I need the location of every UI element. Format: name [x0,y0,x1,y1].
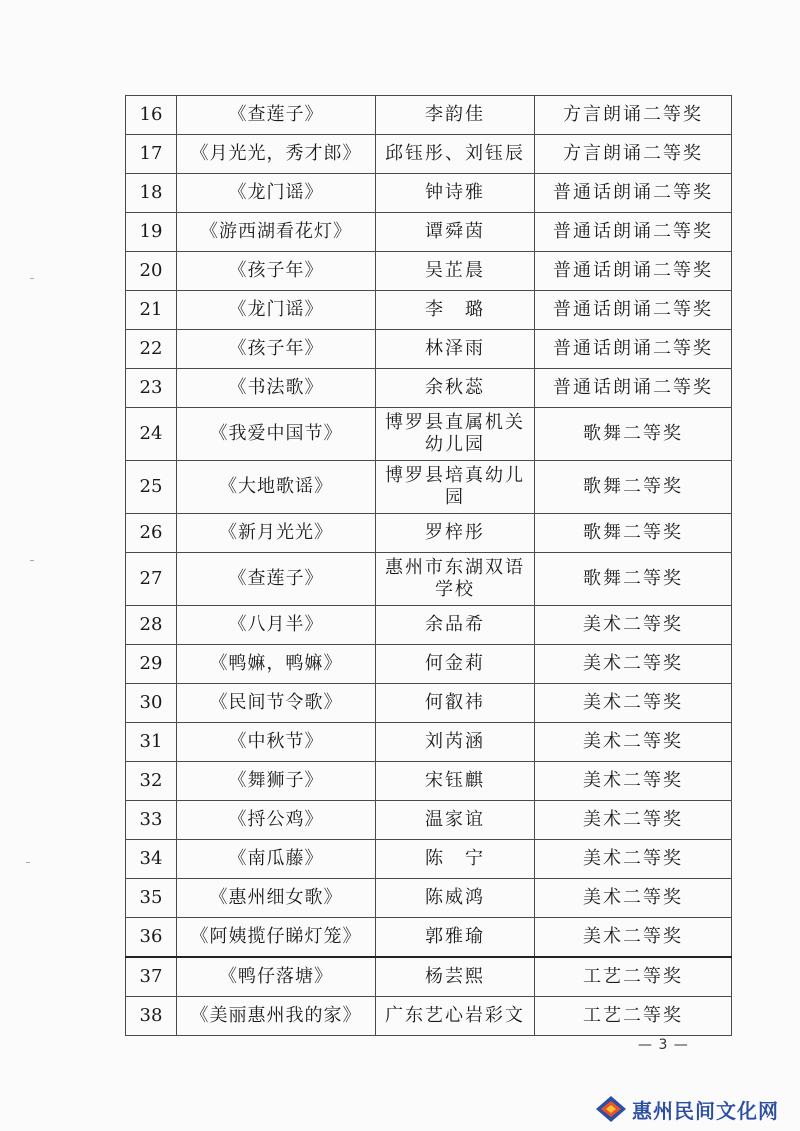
cell-name: 余秋蕊 [376,369,535,408]
cell-name: 何叡祎 [376,684,535,723]
cell-award: 方言朗诵二等奖 [535,96,732,135]
cell-award: 美术二等奖 [535,606,732,645]
cell-no: 37 [126,957,177,997]
cell-award: 歌舞二等奖 [535,553,732,606]
cell-award: 普通话朗诵二等奖 [535,330,732,369]
cell-name: 邱钰彤、刘钰辰 [376,135,535,174]
cell-title: 《龙门谣》 [177,291,376,330]
cell-no: 33 [126,801,177,840]
cell-no: 22 [126,330,177,369]
cell-no: 29 [126,645,177,684]
cell-title: 《舞狮子》 [177,762,376,801]
table-row [126,252,732,291]
cell-title: 《捋公鸡》 [177,801,376,840]
cell-title: 《游西湖看花灯》 [177,213,376,252]
cell-name: 博罗县培真幼儿园 [376,461,535,514]
cell-award: 美术二等奖 [535,801,732,840]
cell-no: 32 [126,762,177,801]
cell-no: 21 [126,291,177,330]
cell-name: 杨芸熙 [376,957,535,997]
table-row [126,96,732,135]
table-row [126,918,732,958]
table-row [126,762,732,801]
table-row [126,840,732,879]
table-row [126,606,732,645]
cell-title: 《我爱中国节》 [177,408,376,461]
table-row [126,291,732,330]
table-row [126,553,732,606]
watermark-text: 惠州民间文化网 [632,1098,779,1123]
table-row [126,330,732,369]
table-row [126,514,732,553]
cell-award: 美术二等奖 [535,840,732,879]
cell-name: 余品希 [376,606,535,645]
cell-name: 博罗县直属机关幼儿园 [376,408,535,461]
table-row [126,684,732,723]
cell-title: 《月光光，秀才郎》 [177,135,376,174]
cell-award: 普通话朗诵二等奖 [535,174,732,213]
cell-title: 《大地歌谣》 [177,461,376,514]
table-row [126,369,732,408]
cell-no: 27 [126,553,177,606]
cell-no: 38 [126,997,177,1036]
cell-award: 工艺二等奖 [535,957,732,997]
cell-award: 方言朗诵二等奖 [535,135,732,174]
cell-award: 美术二等奖 [535,645,732,684]
table-row [126,957,732,997]
table-row [126,213,732,252]
cell-award: 美术二等奖 [535,918,732,958]
cell-name: 刘芮涵 [376,723,535,762]
cell-award: 歌舞二等奖 [535,514,732,553]
table-row [126,801,732,840]
scan-mark [26,862,30,863]
cell-no: 36 [126,918,177,958]
cell-no: 17 [126,135,177,174]
cell-title: 《孩子年》 [177,330,376,369]
cell-award: 歌舞二等奖 [535,408,732,461]
cell-title: 《龙门谣》 [177,174,376,213]
cell-name: 罗梓彤 [376,514,535,553]
cell-no: 35 [126,879,177,918]
cell-no: 31 [126,723,177,762]
cell-title: 《鸭仔落塘》 [177,957,376,997]
table-row [126,461,732,514]
cell-award: 美术二等奖 [535,762,732,801]
award-table [125,95,732,1036]
cell-title: 《查莲子》 [177,96,376,135]
cell-award: 歌舞二等奖 [535,461,732,514]
cell-no: 28 [126,606,177,645]
cell-title: 《新月光光》 [177,514,376,553]
cell-no: 26 [126,514,177,553]
diamond-logo-icon [594,1094,628,1124]
cell-title: 《中秋节》 [177,723,376,762]
cell-no: 34 [126,840,177,879]
table-row [126,174,732,213]
cell-award: 美术二等奖 [535,723,732,762]
award-table-body [126,96,732,1036]
cell-no: 30 [126,684,177,723]
cell-name: 郭雅瑜 [376,918,535,958]
cell-name: 广东艺心岩彩文 [376,997,535,1036]
cell-award: 美术二等奖 [535,879,732,918]
page-number: — 3 — [638,1037,689,1053]
cell-no: 23 [126,369,177,408]
cell-title: 《美丽惠州我的家》 [177,997,376,1036]
cell-name: 吴芷晨 [376,252,535,291]
cell-name: 温家谊 [376,801,535,840]
cell-title: 《南瓜藤》 [177,840,376,879]
cell-title: 《八月半》 [177,606,376,645]
table-row [126,723,732,762]
cell-award: 普通话朗诵二等奖 [535,369,732,408]
cell-no: 18 [126,174,177,213]
cell-title: 《民间节令歌》 [177,684,376,723]
cell-name: 李 璐 [376,291,535,330]
cell-award: 普通话朗诵二等奖 [535,213,732,252]
cell-name: 钟诗雅 [376,174,535,213]
site-watermark [594,1093,800,1125]
cell-name: 李韵佳 [376,96,535,135]
cell-title: 《孩子年》 [177,252,376,291]
scan-mark [30,278,34,279]
cell-title: 《鸭嫲，鸭嫲》 [177,645,376,684]
cell-award: 普通话朗诵二等奖 [535,252,732,291]
table-row [126,645,732,684]
cell-no: 19 [126,213,177,252]
cell-name: 何金莉 [376,645,535,684]
cell-award: 工艺二等奖 [535,997,732,1036]
cell-no: 20 [126,252,177,291]
cell-award: 美术二等奖 [535,684,732,723]
scan-mark [30,560,34,561]
table-row [126,135,732,174]
cell-name: 谭舜茵 [376,213,535,252]
cell-no: 16 [126,96,177,135]
cell-title: 《阿姨揽仔睇灯笼》 [177,918,376,958]
table-row [126,997,732,1036]
table-row [126,879,732,918]
cell-title: 《书法歌》 [177,369,376,408]
cell-name: 惠州市东湖双语学校 [376,553,535,606]
cell-name: 陈 宁 [376,840,535,879]
cell-name: 林泽雨 [376,330,535,369]
cell-name: 宋钰麒 [376,762,535,801]
cell-award: 普通话朗诵二等奖 [535,291,732,330]
cell-name: 陈威鸿 [376,879,535,918]
cell-no: 25 [126,461,177,514]
cell-title: 《查莲子》 [177,553,376,606]
cell-title: 《惠州细女歌》 [177,879,376,918]
cell-no: 24 [126,408,177,461]
table-row [126,408,732,461]
